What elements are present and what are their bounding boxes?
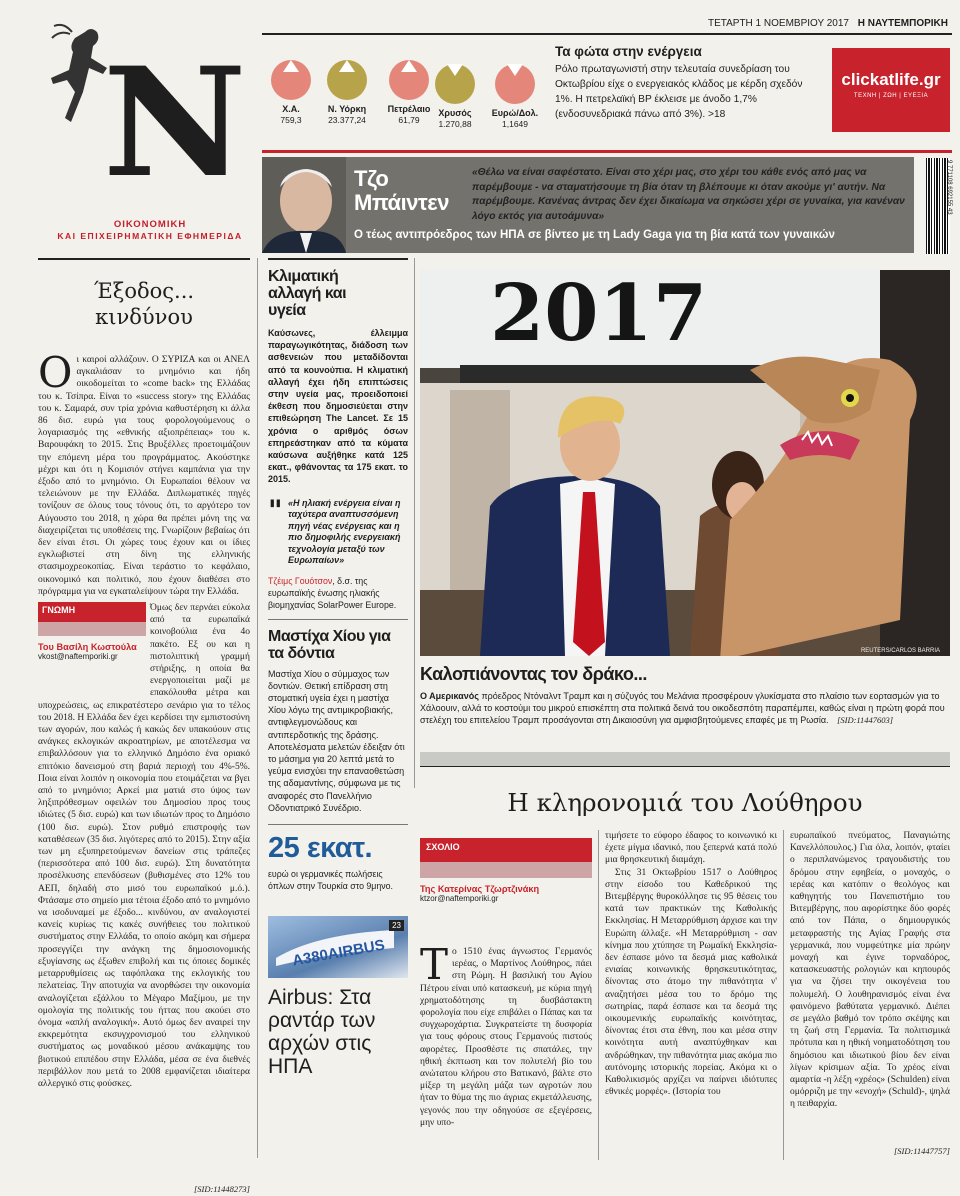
stat-number: 25 εκατ. [268, 832, 373, 865]
luther-col2-para-1: τιμήσετε το εύφορο έδαφος το κοινωνικό κι έχετε μίγμα ιδανικό, που ξεπερνά κατά πολύ μια θρησκευτική διαμάχη. [605, 831, 777, 866]
masthead [50, 22, 262, 250]
market-value: 61,79 [398, 115, 420, 125]
luther-col-1 [420, 946, 592, 1158]
luther-email[interactable]: ktzor@naftemporiki.gr [420, 894, 499, 903]
mastic-title: Μαστίχα Χίου για τα δόντια [268, 627, 391, 662]
middle-column [268, 258, 408, 1078]
biden-name-last: Μπάιντεν [354, 190, 449, 215]
luther-author: Της Κατερίνας Τζωρτζινάκη [420, 884, 540, 894]
market-ticker [262, 38, 552, 138]
col-divider [783, 830, 784, 1160]
header-paper-name: Η ΝΑΥΤΕΜΠΟΡΙΚΗ [857, 18, 948, 29]
stat-box [268, 824, 408, 892]
up-arrow-icon [389, 60, 429, 100]
opinion-author: Του Βασίλη Κωστούλα [38, 642, 137, 652]
photo-caption-text: πρόεδρος Ντόναλντ Τραμπ και η σύζυγός του Μελάνια προσφέρουν γλυκίσματα στο πλαίσιο των εορτασμών για το Χάλοουιν, αλλά το κοστούμι του μικρού επισκέπτη στα πολιτικά δεινά του οικοδεσπότη παραπέμπει, καθώς είναι η πρώτη φορά που στελέχη του επιτελείου Τραμπ προσάγονται στη Δικαιοσύνη για αμφισβητούμενες επαφές με τη Ρωσία. [420, 691, 945, 725]
biden-name-first: Τζο [354, 166, 389, 191]
luther-col1-text: ο 1510 ένας άγνωστος Γερμανός ιερέας, ο Μαρτίνος Λούθηρος, πάει στη Ρώμη. Η βασιλική του Αγίου Πέτρου είναι υπό κατασκευή, με κύρια πηγή χρηματοδότησης τη δυσβάστακτη φορολογία που είχε επιβάλει ο Πάπας και τα συγχωροχάρτια. Συγκρατείστε τη δυσφορία για τους φόρους στους Γερμανούς πιστούς αφορέτες. Προσθέστε τις σπατάλες, την ηθική έκπτωση και τον πολυτελή βίο του ανώτατου κλήρου στο Βατικανό, βάλτε στο μίξερ τη μεγάλη μάζα των αγροτών που ήταν το θύμα της πιο άγριας εκμετάλλευσης, γεγονός που την οδηγούσε σε εξεγέρσεις, μην υπο- [420, 947, 592, 1128]
opinion-text: ι καιροί αλλάζουν. Ο ΣΥΡΙΖΑ και οι ΑΝΕΛ αγκαλιάσαν το μνημόνιο και ήδη οικοδομείται το «come back» της Ελλάδας του κ. Τσίπρα. Είναι το «success story» της Ελλάδας του κ. Σαμαρά, συν τρία χρόνια καθυστέρηση κι άλλα 86 δισ. ευρώ για τους φορολογούμενους ο λογαριασμός της «εθνικής αξιοπρέπειας» του κ. Βαρουφάκη το 2015. Στις Βρυξέλλες προετοιμάζουν την επόμενη μέρα του προγράμματος. Ακούστηκε μέχρι και ότι η Κομισιόν στήνει καμπάνια για την έξοδο από το μνημόνιο. Οι Ευρωπαίοι θέλουν να τελειώνουν με την Ελλάδα. Διπλωματικές πηγές τονίζουν σε όλους τους τόνους ότι, το αργότερο τον Αύγουστο του 2018, η χώρα θα πρέπει μόνη της να διαχειρίζεται τις υποθέσεις της. Γνωρίζουν βεβαίως ότι δεν είναι έτσι. Οι χώρες τους έχουν και οι ίδιες εγκλωβιστεί στη δίνη της ελληνικής στασιμοχρεοκοπίας. Είναι τεράστιο το κεφάλαιο, οικονομικό και πολιτικό, που έχουν διαθέσει στο πρόγραμμα για να εγκαταλείψουν τώρα την Ελλάδα. [38, 355, 250, 597]
market-item [318, 50, 376, 126]
up-arrow-icon [271, 60, 311, 100]
luther-col2-para-2: Στις 31 Οκτωβρίου 1517 ο Λούθηρος στην είσοδο του Καθεδρικού της Βιτεμβέργης θυροκόλλησε τις 95 θέσεις του κατά των πρακτικών της Καθολικής Εκκλησίας. Η Μεταρρύθμιση άρχισε και την Ευρώπη άλλαξε. «Η Μεταρρύθμιση - σαν κίνημα που χτύπησε τη Ρωμαϊκή Εκκλησία- δεν έσπασε μόνο τα δεσμά μιας καθολικά ενιαίας κοινωνικής θρησκευτικότητας, δίνοντας στο άτομο την πιθανότητα ν' αναζητήσει μέσα του το δρόμο της σωτηρίας, παρά έσπασε και τα δεσμά της οικουμενικής ευρωπαϊκής κοινότητας, δίνοντας έτσι στα έθνη, που και μέσα στην κοινότητα αυτή αναπτύχθηκαν και ανδρώθηκαν, την πιθανότητα μιας ακόμα πιο αυτόνομης ιστορικής πορείας. Ακόμα κι ο Καθολικισμός αρχίζει να παίρνει ιδιότυπες εθνικές μορφές». (Ιστορία του [605, 867, 777, 1098]
market-value: 759,3 [280, 115, 302, 125]
climate-quote-attribution [268, 575, 408, 611]
col-divider [598, 830, 599, 1160]
trump-halloween-photo [420, 270, 950, 656]
luther-title: Η κληρονομιά του Λούθηρου [507, 788, 863, 817]
opinion-section-band [38, 622, 146, 636]
col-divider [257, 258, 258, 1158]
market-value: 1.270,88 [438, 119, 472, 129]
header-rule [262, 33, 952, 35]
quote-mark-icon: " [268, 493, 283, 527]
svg-text:A380AIRBUS: A380AIRBUS [291, 936, 387, 970]
climate-quote: «Η ηλιακή ενέργεια είναι η ταχύτερα αναπτυσσόμενη πηγή νέας ενέργειας και η πιο δημοφιλής ενεργειακή τεχνολογία μεταξύ των Ευρωπαίων» [288, 497, 401, 566]
energy-title: Τα φώτα στην ενέργεια [555, 44, 702, 59]
opinion-body-bottom [38, 602, 250, 1178]
ad-brand: clickatlife.gr [841, 70, 941, 89]
col-divider [414, 258, 415, 788]
biden-portrait [262, 157, 346, 253]
luther-top-rule [420, 766, 950, 767]
photo-headline: Καλοπιάνοντας τον δράκο... [420, 664, 647, 684]
market-item [262, 50, 320, 126]
climate-story [268, 258, 408, 611]
market-name: Ν. Υόρκη [327, 104, 367, 114]
biden-quote: «Θέλω να είναι σαφέστατο. Είναι στο χέρι μας, στο χέρι του κάθε ενός από μας να παρέμβουμε - να σταματήσουμε τη βία όταν τη βλέπουμε κι όταν ακούμε γι' αυτήν. Να παρέμβουμε. Κανένας άντρας δεν έχει δικαίωμα να σηκώσει χέρι σε γυναίκα, για κανέναν λόγο εκτός για αυτοάμυνα» [472, 167, 905, 222]
market-name: Χ.Α. [282, 104, 300, 114]
luther-section-label: ΣΧΟΛΙΟ [420, 838, 592, 862]
market-value: 1,1649 [502, 119, 528, 129]
airbus-photo [268, 916, 408, 978]
opinion-email[interactable]: vkost@naftemporiki.gr [38, 652, 118, 661]
photo-caption-lead: Ο Αμερικανός [420, 691, 479, 701]
barcode-number: 9 771108 692155 43 [946, 160, 952, 215]
opinion-body-top [38, 354, 250, 600]
biden-banner [262, 157, 914, 253]
opinion-byline-box [38, 602, 146, 661]
photo-sid: [SID:11447603] [837, 715, 894, 725]
opinion-sid: [SID:11448273] [193, 1184, 250, 1194]
down-arrow-icon [495, 64, 535, 104]
airplane-icon [276, 924, 394, 972]
energy-text: Ρόλο πρωταγωνιστή στην τελευταία συνεδρίαση του Οκτωβρίου είχε ο ενεργειακός κλάδος με κέρδη σχεδόν 1%. Η πετρελαϊκή BP έκλεισε με άνοδο 1,7% (ενδοσυνεδριακά πάνω από 3%). >18 [555, 64, 803, 120]
climate-text: Καύσωνες, έλλειμμα παραγωγικότητας, διάδοση των ασθενειών που μεταδίδονται από τα κουνούπια. Η κλιματική αλλαγή έχει ήδη επιπτώσεις στην υγεία μας, προειδοποιεί έκθεση που δημοσιεύεται στην επιθεώρηση The Lancet. Σε 15 χρόνια ο αριθμός όσων επηρεάστηκαν από τα κύματα καύσωνα αυξήθηκε κατά 125 εκατ., φθάνοντας τα 175 εκατ. το 2015. [268, 328, 408, 485]
luther-col-2 [605, 830, 777, 1160]
photo-credit: REUTERS/CARLOS BARRIA [860, 648, 940, 654]
top-red-rule [262, 150, 952, 153]
airbus-badge: 23 [389, 920, 404, 931]
opinion-text-2: Όμως δεν περνάει εύκολα από τα ευρωπαϊκά κοινοβούλια ένα 4ο πακέτο. Εξ ου και η πιστολιπτική γραμμή στήριξης, η οποία θα ενεργοποιείται μαζί με επακόλουθα μέτρα και υποχρεώσεις, ως επικρατέστερο σενάριο για το τέλος του 2018. Η Ελλάδα δεν έχει κερδίσει την εμπιστοσύνη των αγορών, που καλώς ή κακώς δεν υπακούουν στις ανάγκες εκλογικών ακροατηρίων, με αποτέλεσμα να επιβαλλόσουν για το ελληνικό Δημόσιο ένα οριακό επιτόκιο δανεισμού στη βαριά περιοχή του 4%-5%. Ποια είναι λοιπόν η οικονομία που ετοιμάζεται να βγει από το μνημόνιο; Αρκεί μια ματιά στο ύψος των ληξιπρόθεσμων οφειλών του Δημοσίου προς τους ιδιώτες (5 δισ. ευρώ) και των ιδιωτών προς το Δημόσιο (100 δισ. ευρώ). Στον ρυθμό επιστροφής των καταθέσεων (35 δισ. λιγότερες από το 2015). Στην αξία των μη εξυπηρετούμενων δανείων στις τράπεζες (περισσότερα από 100 δισ. ευρώ). Στη δυνατότητα προσέλκυσης επενδύσεων (βυθισμένες στο 12% του ΑΕΠ, δηλαδή στο μισό του ευρωπαϊκού μ.ό.). Φτάσαμε στο σημείο μια τέτοια έξοδο από το μνημόνιο να ισοδυναμεί με έξοδο... κινδύνου, αν αναλογιστεί κανείς κυρίως τις κακές συνήθειες του πολιτικού συστήματος στην Ελλάδα, το οποίο ακόμη και σήμερα προσεγγίζει την ανάγκη της δημοσιονομικής εξυγίανσης ως έξωθεν επιβολή και τις όποιες δομικές μεταρρυθμίσεις ως ταφόπλακα της εκλογικής του πελατείας. Την αποτυχία να ανορθώσει την οικονομία αναλογίζεται εξάλλου το Μέγαρο Μαξίμου, με την ομολογία της πολιτικής του ήττας που ακούει στο όνομα «απλή αναλογική». Αυτό όμως δεν αναιρεί την εκκρεμότητα εκσυγχρονισμού του ελληνικού συστήματος ως μοναδικού μέσου ανάκαμψης του βιοτικού επιπέδου στην Ελλάδα, μέσα σε ένα διεθνές περιβάλλον που μετά το 2008 εμφανίζεται ιδιαίτερα αλλεργικό στις φούσκες. [38, 603, 250, 1089]
market-name: Πετρέλαιο [387, 104, 431, 114]
masthead-letter: N [102, 35, 241, 211]
photo-caption [420, 690, 950, 726]
masthead-tagline-1: ΟΙΚΟΝΟΜΙΚΗ [113, 219, 187, 230]
climate-quote-role: , δ.σ. της ευρωπαϊκής ένωσης ηλιακής βιομηχανίας SolarPower Europe. [268, 575, 397, 610]
climate-title: Κλιματική αλλαγή και υγεία [268, 268, 347, 319]
luther-byline-box [420, 838, 592, 903]
mastic-text: Μαστίχα Χίου ο σύμμαχος των δοντιών. Θετική επίδραση στη στοματική υγεία έχει η μαστίχα Χίου λόγω της αντιμικροβιακής, αντιφλεγμονώδους και αντιπερδοτικής της δράσης. Αποτελέσματα μελετών έδειξαν ότι το μάσημα για 20 λεπτά μετά το γεύμα ενισχύει την επαναοθετώση της αδαμαντίνης, σύμφωνα με τις αναφορές στο Πανελλήνιο Οδοντιατρικό Συνέδριο. [268, 668, 405, 813]
market-name: Χρυσός [438, 108, 472, 118]
down-arrow-icon [435, 64, 475, 104]
climate-quote-box [268, 493, 408, 567]
opinion-dropcap: Ο [38, 354, 73, 397]
luther-col-3: ευρωπαϊκού πνεύματος, Παναγιώτης Κανελλόπουλος.) Για όλα, λοιπόν, φταίει ο περιπλανώμενος τραγουδιστής του δρόμου στην εφηβεία, ο μοναχός, ο ιερέας και κατόπιν ο θεολόγος και καθηγητής του Πανεπιστήμιο του Βιτεμβέργης, που αφορίστηκε δύο φορές από τον Πάπα, ο δημιουργικός μεταφραστής της Αγίας Γραφής στα γερμανικά, που νυμφεύτηκε μία πρώην μοναχή και έγινε τορναδόρος, κατασκευαστής ρολογιών και κηπουρός για να ζήσει την οικογένεια του πολυμελή. Ο λουθηρανισμός είναι ένα φαινόμενο βαθύτατα γερμανικό. Διέπει σε μεγάλο βαθμό τον τρόπο σκέψης και τη ζωή στη Γερμανία. Τα πολιτισμικά πρότυπα και η ηθική νοηματοδότηση του δημόσιου και ιδιωτικού βίου δεν είναι λίγων κρίσιμων αξία. Το χρέος είναι αμαρτία -η λέξη «χρέος» (Schulden) είναι ομόρριζη με την «ενοχή» (Schuld)-, ψηλά η πειθαρχία. [790, 831, 950, 1110]
biden-caption: Ο τέως αντιπρόεδρος των ΗΠΑ σε βίντεο με τη Lady Gaga για τη βία κατά των γυναικών [354, 229, 835, 241]
stat-text: ευρώ οι γερμανικές πωλήσεις όπλων στην Τουρκία στο 9μηνο. [268, 869, 393, 891]
clickatlife-ad[interactable] [832, 48, 950, 132]
energy-brief [555, 44, 820, 122]
market-item [486, 50, 544, 130]
airbus-title: Airbus: Στα ραντάρ των αρχών στις ΗΠΑ [268, 986, 376, 1079]
mastic-story [268, 619, 408, 814]
market-name: Ευρώ/Δολ. [491, 108, 539, 118]
header-dateline [708, 18, 948, 29]
header-date: ΤΕΤΑΡΤΗ 1 ΝΟΕΜΒΡΙΟΥ 2017 [707, 18, 849, 29]
opinion-section-label: ΓΝΩΜΗ [38, 602, 146, 622]
climate-quote-name: Τζέιμς Γουότσον [268, 575, 333, 586]
luther-grey-bar [420, 752, 950, 766]
opinion-column [38, 258, 250, 1194]
luther-section-band [420, 862, 592, 878]
market-item [426, 50, 484, 130]
photo-sign-text: 2017 [490, 270, 708, 359]
trump-photo [420, 270, 950, 656]
up-arrow-icon [327, 60, 367, 100]
luther-dropcap: Τ [420, 946, 449, 989]
masthead-tagline-2: ΚΑΙ ΕΠΙΧΕΙΡΗΜΑΤΙΚΗ ΕΦΗΜΕΡΙΔΑ [57, 231, 243, 241]
ad-tagline: ΤΕΧΝΗ | ΖΩΗ | ΕΥΕΞΙΑ [853, 93, 929, 99]
luther-sid: [SID:11447757] [893, 1146, 950, 1156]
opinion-title: Έξοδος... κινδύνου [93, 279, 195, 329]
market-value: 23.377,24 [328, 115, 366, 125]
